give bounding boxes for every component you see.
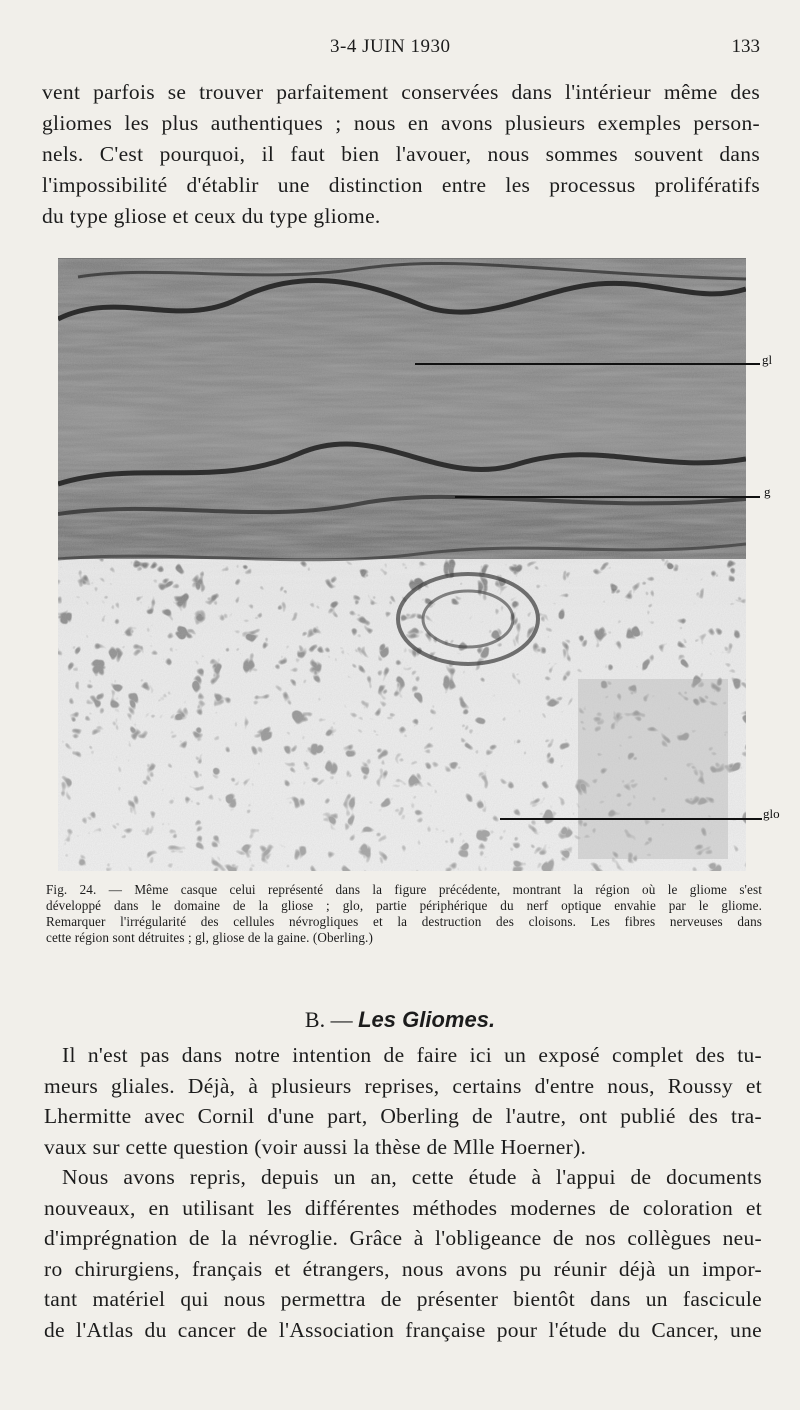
text-line: de l'Atlas du cancer de l'Association française pour l'étude du Cancer, une — [44, 1317, 762, 1342]
text-line: Nous avons repris, depuis un an, cette étude à l'appui de documents — [62, 1165, 762, 1189]
text-line: du type gliose et ceux du type gliome. — [42, 204, 381, 228]
caption-line: développé dans le domaine de la gliose ; glo, partie périphérique du nerf optique envahie par le gliome. — [46, 898, 762, 913]
histology-micrograph — [58, 258, 746, 871]
text-line: meurs gliales. Déjà, à plusieurs reprises, certains d'entre nous, Roussy et — [44, 1073, 762, 1098]
text-line: vaux sur cette question (voir aussi la thèse de Mlle Hoerner). — [44, 1134, 587, 1159]
micrograph-image — [58, 259, 746, 871]
text-line: nels. C'est pourquoi, il faut bien l'avouer, nous sommes souvent dans — [42, 142, 760, 166]
page-number: 133 — [731, 36, 760, 57]
text-line: nouveaux, en utilisant les différentes méthodes modernes de coloration et — [44, 1195, 762, 1220]
text-line: ro chirurgiens, français et étrangers, nous avons pu réunir déjà un impor- — [44, 1256, 762, 1281]
section-number: B. — — [304, 1007, 353, 1032]
figure-caption — [46, 882, 762, 946]
leader-line-gl — [415, 363, 760, 365]
running-head: 3-4 JUIN 1930 — [330, 36, 451, 57]
leader-line-glo — [500, 818, 762, 820]
body-paragraphs — [44, 1040, 762, 1345]
caption-line: Fig. 24. — Même casque celui représenté dans la figure précédente, montrant la région où le gliome s'est — [46, 882, 762, 897]
label-gl: gl — [762, 352, 773, 367]
leader-line-g — [455, 496, 760, 498]
text-line: d'imprégnation de la névroglie. Grâce à l'obligeance de nos collègues neu- — [44, 1226, 762, 1250]
text-line: tant matériel qui nous permettra de présenter bientôt dans un fascicule — [44, 1287, 762, 1311]
label-g: g — [764, 484, 771, 499]
text-line: Il n'est pas dans notre intention de faire ici un exposé complet des tu- — [62, 1043, 762, 1067]
label-glo: glo — [763, 806, 780, 821]
section-heading — [0, 1007, 800, 1033]
text-line: l'impossibilité d'établir une distinction entre les processus prolifératifs — [42, 173, 760, 197]
text-line: vent parfois se trouver parfaitement conservées dans l'intérieur même des — [42, 80, 760, 104]
text-line: gliomes les plus authentiques ; nous en avons plusieurs exemples person- — [42, 111, 760, 135]
caption-line: Remarquer l'irrégularité des cellules névrogliques et la destruction des cloisons. Les fibres nerveuses dans — [46, 914, 762, 929]
caption-line: cette région sont détruites ; gl, gliose de la gaine. (Oberling.) — [46, 930, 373, 945]
intro-paragraph — [42, 77, 760, 232]
section-title: Les Gliomes. — [358, 1007, 496, 1032]
text-line: Lhermitte avec Cornil d'une part, Oberling de l'autre, ont publié des tra- — [44, 1104, 762, 1128]
